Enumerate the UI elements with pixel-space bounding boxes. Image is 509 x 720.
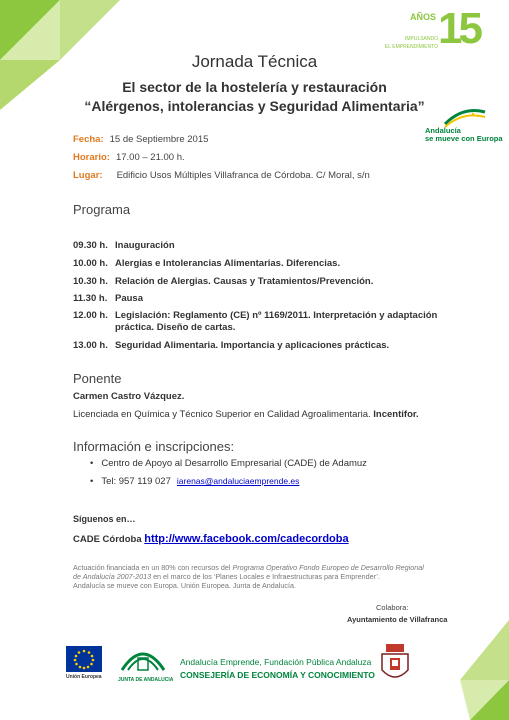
colabora-org: Ayuntamiento de Villafranca <box>347 615 448 624</box>
fecha-value: 15 de Septiembre 2015 <box>109 134 209 145</box>
footer-line2: CONSEJERÍA DE ECONOMÍA Y CONOCIMIENTO <box>180 670 375 680</box>
junta-label: JUNTA DE ANDALUCIA <box>118 677 174 683</box>
program-desc: Pausa <box>115 293 143 304</box>
program-desc: Relación de Alergias. Causas y Tratamientos/Prevención. <box>115 276 374 287</box>
andalucia-logo-line1: Andalucía <box>425 126 461 135</box>
horario-label: Horario: <box>73 152 110 163</box>
andalucia-logo-line2: se mueve con Europa <box>425 134 503 143</box>
program-desc: Seguridad Alimentaria. Importancia y aplicaciones prácticas. <box>115 340 390 351</box>
ponente-name: Carmen Castro Vázquez. <box>73 391 185 402</box>
program-time: 13.00 h. <box>73 340 108 351</box>
corner-decoration-bottom-right <box>440 620 509 720</box>
program-desc: Alergias e Intolerancias Alimentarias. Diferencias. <box>115 258 341 269</box>
andalucia-flag-icon <box>443 108 487 128</box>
villafranca-coat-of-arms-icon <box>378 644 412 684</box>
program-time: 10.30 h. <box>73 276 108 287</box>
lugar-value: Edificio Usos Múltiples Villafranca de Córdoba. C/ Moral, s/n <box>116 170 370 181</box>
eu-label: Unión Europea <box>66 674 102 680</box>
horario-value: 17.00 – 21.00 h. <box>115 152 185 163</box>
ponente-bio: Licenciada en Química y Técnico Superior en Calidad Agroalimentaria. <box>73 409 371 420</box>
subtitle-line2: “Alérgenos, intolerancias y Seguridad Alimentaria” <box>84 98 425 114</box>
program-item <box>73 340 389 351</box>
program-desc: Legislación: Reglamento (CE) nº 1169/2011. Interpretación y adaptación <box>115 310 438 321</box>
disclaimer-program: Programa Operativo Fondo Europeo de Desarrollo Regional de Andalucía 2007-2013 <box>73 563 424 581</box>
program-item <box>73 276 373 287</box>
ponente-heading: Ponente <box>73 371 122 386</box>
program-item <box>73 310 437 321</box>
logo-anos-text: AÑOS <box>409 12 436 22</box>
horario-row <box>73 152 185 163</box>
bullet-dot: • <box>90 476 94 487</box>
email-link[interactable]: iarenas@andaluciaemprende.es <box>176 476 300 486</box>
program-time: 12.00 h. <box>73 310 108 321</box>
info-bullet-cade <box>90 458 367 469</box>
info-heading: Información e inscripciones: <box>73 439 235 454</box>
tel-label: Tel: 957 119 027 <box>101 476 171 487</box>
bullet-dot: • <box>90 458 94 469</box>
disclaimer-p1: Actuación financiada en un 80% con recursos del <box>73 563 231 572</box>
colabora-label: Colabora: <box>376 603 409 612</box>
siguenos-label: Síguenos en… <box>73 514 136 524</box>
fecha-label: Fecha: <box>73 134 104 145</box>
lugar-row <box>73 170 370 181</box>
facebook-link[interactable]: http://www.facebook.com/cadecordoba <box>144 533 349 545</box>
ponente-org: Incentifor. <box>373 409 419 420</box>
program-item <box>73 293 143 304</box>
program-desc: Inauguración <box>115 240 175 251</box>
program-time: 09.30 h. <box>73 240 108 251</box>
facebook-row <box>73 533 349 545</box>
logo-number: 15 <box>438 4 479 53</box>
program-time: 11.30 h. <box>73 293 108 304</box>
subtitle-line1: El sector de la hostelería y restauración <box>122 79 387 95</box>
junta-andalucia-icon <box>118 640 168 676</box>
footer-line1: Andalucía Emprende, Fundación Pública Andaluza <box>180 657 372 667</box>
funding-disclaimer <box>73 563 433 590</box>
program-time: 10.00 h. <box>73 258 108 269</box>
eu-stars-icon <box>66 646 102 672</box>
page-title: Jornada Técnica <box>191 52 318 71</box>
ponente-bio-row <box>73 409 419 420</box>
disclaimer-p3: Andalucía se mueve con Europa. Unión Europea. Junta de Andalucía. <box>73 581 296 590</box>
program-item <box>73 240 175 251</box>
cade-center: Centro de Apoyo al Desarrollo Empresarial (CADE) de Adamuz <box>101 458 367 469</box>
logo-tag1: IMPULSANDO <box>404 36 438 42</box>
logo-tag2: EL EMPRENDIMIENTO <box>384 44 438 50</box>
fecha-row <box>73 134 208 145</box>
programa-heading: Programa <box>73 202 131 217</box>
logo-15-anos <box>384 4 486 56</box>
andalucia-europa-logo <box>425 108 503 146</box>
lugar-label: Lugar: <box>73 170 103 181</box>
info-bullet-tel <box>90 476 299 487</box>
program-item <box>73 258 340 269</box>
eu-flag-icon <box>66 646 102 672</box>
cade-cordoba-label: CADE Córdoba <box>73 534 142 545</box>
disclaimer-p2: en el marco de los ‘Planes Locales e Infraestructuras para Emprender’. <box>153 572 380 581</box>
program-desc-continued: práctica. Diseño de cartas. <box>115 322 236 333</box>
